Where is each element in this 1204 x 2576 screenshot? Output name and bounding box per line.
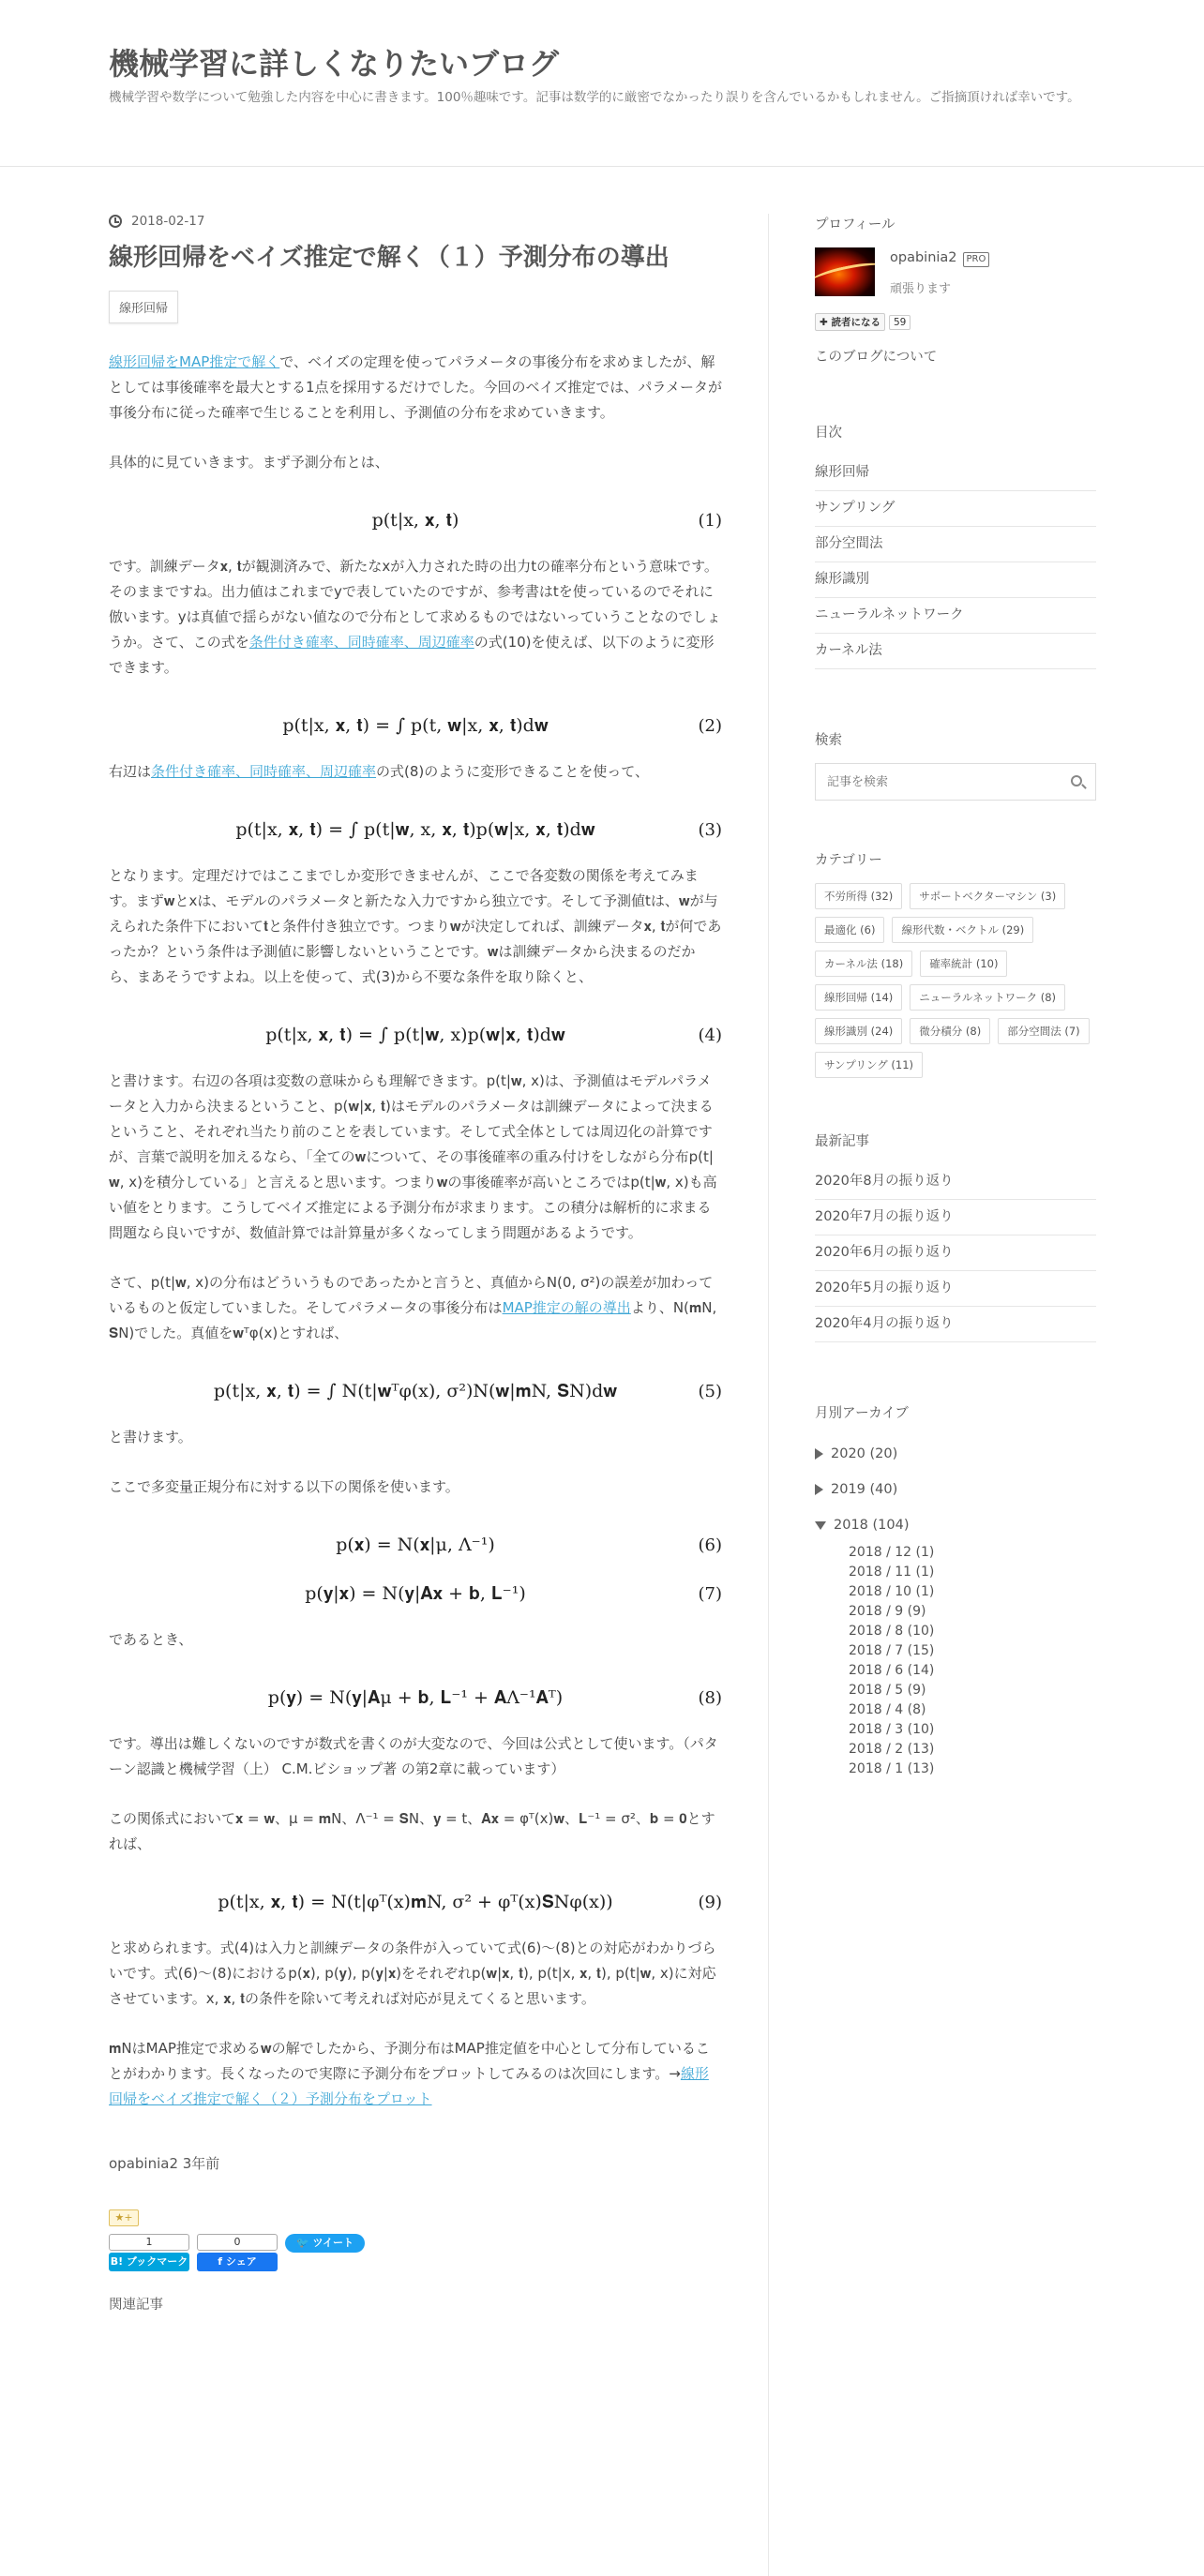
paragraph-text: です。訓練データ𝐱, 𝐭が観測済みで、新たなxが入力された時の出力tの確率分布という意味です。そのままですね。出力値はこれまでyで表していたのですが、参考書はtを使っているのでそれに倣います。yは真値で揺らがない値なので分布として求めるものではないっていうことなのでしょうか。さて、この式を [109, 558, 721, 651]
archive-month-link[interactable]: 2018 / 1 (13) [849, 1761, 935, 1776]
archive-year-label[interactable]: 2020 (20) [831, 1446, 898, 1461]
category-tag[interactable]: 線形回帰 (14) [815, 984, 902, 1011]
paragraph [109, 1425, 722, 1450]
equation [109, 1881, 722, 1923]
category-tag[interactable]: 最適化 (6) [815, 917, 884, 943]
toc-item[interactable]: サンプリング [815, 491, 1096, 527]
paragraph [109, 1936, 722, 2012]
paragraph [109, 1627, 722, 1653]
paragraph [109, 1806, 722, 1857]
profile-description: 頑張ります [890, 282, 952, 296]
category-tag[interactable]: 線形代数・ベクトル (29) [892, 917, 1033, 943]
equation-number: (9) [698, 1892, 722, 1912]
paragraph [109, 450, 722, 475]
archive-month-link[interactable]: 2018 / 2 (13) [849, 1742, 935, 1757]
equation-body: p(t|x, 𝐱, 𝐭) = ∫ p(t|𝐰, x, 𝐱, 𝐭)p(𝐰|x, 𝐱, 𝐭)d𝐰 [235, 818, 595, 840]
paragraph-text: の式(8)のように変形できることを使って、 [376, 763, 649, 780]
equation [109, 1014, 722, 1056]
paragraph-text: 𝐦NはMAP推定で求める𝐰の解でしたから、予測分布はMAP推定値を中心として分布していることがわかります。長くなったので実際に予測分布をプロットしてみるのは次回にします。→ [109, 2040, 710, 2082]
equation-number: (1) [698, 510, 722, 531]
twitter-bird-icon: 🐦 [296, 2237, 309, 2249]
recent-entry-link[interactable]: 2020年6月の振り返り [815, 1236, 1096, 1271]
category-tag[interactable]: ニューラルネットワーク (8) [910, 984, 1065, 1011]
paragraph [109, 2036, 722, 2112]
toc-item[interactable]: 線形回帰 [815, 456, 1096, 491]
toc-list [815, 456, 1096, 669]
equation-body: p(t|x, 𝐱, 𝐭) = ∫ N(t|𝐰ᵀφ(x), σ²)N(𝐰|𝐦N, 𝐒N)d𝐰 [213, 1380, 618, 1401]
search-box [815, 763, 1096, 801]
paragraph [109, 1475, 722, 1500]
add-star-button[interactable]: ★+ [109, 2209, 139, 2226]
paragraph-text: より、N(𝐦N, 𝐒N)でした。真値を𝐰ᵀφ(x)とすれば、 [109, 1299, 717, 1341]
about-link[interactable]: このブログについて [815, 350, 938, 365]
paragraph [109, 1731, 722, 1782]
paragraph-text: で、ベイズの定理を使ってパラメータの事後分布を求めましたが、解としては事後確率を最大とする1点を採用するだけでした。今回のベイズ推定では、パラメータが事後分布に従った確率で生じることを利用し、予測値の分布を求めていきます。 [109, 353, 722, 421]
inline-link[interactable]: MAP推定の解の導出 [502, 1299, 631, 1316]
equation [109, 705, 722, 746]
paragraph-text: と書けます。 [109, 1429, 192, 1445]
paragraph-text: さて、p(t|𝐰, x)の分布はどういうものであったかと言うと、真値からN(0, σ²)の誤差が加わっているものと仮定していました。そしてパラメータの事後分布は [109, 1274, 714, 1316]
share-buttons [109, 2234, 722, 2271]
caret-down-icon[interactable] [815, 1521, 826, 1530]
category-list [815, 883, 1096, 1078]
clock-icon [109, 215, 122, 228]
paragraph-text: の式(10)を使えば、以下のように変形できます。 [109, 634, 715, 676]
search-icon[interactable] [1071, 775, 1082, 786]
equation [109, 809, 722, 850]
recent-entry-link[interactable]: 2020年5月の振り返り [815, 1271, 1096, 1307]
category-tag[interactable]: 部分空間法 (7) [998, 1018, 1089, 1044]
paragraph-text: 右辺は [109, 763, 152, 780]
archive-month-link[interactable]: 2018 / 12 (1) [849, 1545, 935, 1560]
archive-year-label[interactable]: 2019 (40) [831, 1482, 898, 1497]
tweet-label: ツイート [312, 2237, 354, 2249]
archive-month-link[interactable]: 2018 / 11 (1) [849, 1565, 935, 1580]
category-tag[interactable]: サンプリング (11) [815, 1052, 923, 1078]
paragraph-text: と求められます。式(4)は入力と訓練データの条件が入っていて式(6)～(8)との対応がわかりづらいです。式(6)～(8)におけるp(𝐱), p(𝐲), p(𝐲|𝐱)をそれぞれp(𝐰|𝐱, 𝐭), p(t|x, 𝐱, 𝐭), p(t|𝐰, x)に対応させています。x, 𝐱, 𝐭の条件を除いて考えれば対応が見えてくると思います。 [109, 1939, 716, 2007]
equation [109, 1573, 722, 1614]
pro-badge[interactable]: PRO [963, 252, 990, 267]
equation-number: (7) [698, 1583, 722, 1604]
category-heading: カテゴリー [815, 853, 882, 868]
avatar[interactable] [815, 247, 875, 296]
equation-body: p(t|x, 𝐱, 𝐭) = ∫ p(t, 𝐰|x, 𝐱, 𝐭)d𝐰 [282, 714, 549, 736]
equation-body: p(𝐲) = N(𝐲|𝐀μ + 𝐛, 𝐋⁻¹ + 𝐀Λ⁻¹𝐀ᵀ) [267, 1686, 564, 1708]
hatena-bookmark-button[interactable]: B! ブックマーク [109, 2253, 189, 2271]
paragraph [109, 863, 722, 990]
recent-list [815, 1164, 1096, 1342]
category-tag[interactable]: 線形識別 (24) [815, 1018, 902, 1044]
archive-month-link[interactable]: 2018 / 10 (1) [849, 1584, 935, 1599]
equation-number: (8) [698, 1687, 722, 1708]
search-input[interactable] [825, 774, 1060, 790]
recent-heading: 最新記事 [815, 1134, 869, 1149]
entry-category-tag[interactable]: 線形回帰 [109, 291, 178, 323]
recent-entry-link[interactable]: 2020年4月の振り返り [815, 1307, 1096, 1342]
search-heading: 検索 [815, 733, 842, 748]
entry-date [109, 212, 722, 231]
hatena-count[interactable]: 1 [109, 2234, 189, 2251]
column-divider [768, 214, 769, 2576]
related-heading: 関連記事 [109, 2298, 163, 2313]
paragraph [109, 1069, 722, 1246]
equation [109, 1524, 722, 1565]
paragraph-text: この関係式において𝐱 = 𝐰、μ = 𝐦N、Λ⁻¹ = 𝐒N、𝐲 = t、𝐀𝐱 = φᵀ(x)𝐰、𝐋⁻¹ = σ²、𝐛 = 𝟎とすれば、 [109, 1810, 715, 1852]
recent-entry-link[interactable]: 2020年7月の振り返り [815, 1200, 1096, 1236]
equation-body: p(t|x, 𝐱, 𝐭) = ∫ p(t|𝐰, x)p(𝐰|𝐱, 𝐭)d𝐰 [265, 1024, 565, 1045]
archive-heading: 月別アーカイブ [815, 1406, 909, 1421]
blog-title[interactable]: 機械学習に詳しくなりたいブログ [109, 46, 560, 82]
equation-number: (4) [698, 1025, 722, 1045]
paragraph-text: ここで多変量正規分布に対する以下の関係を使います。 [109, 1478, 459, 1495]
author-line[interactable]: opabinia2 3年前 [109, 2155, 220, 2172]
category-tag[interactable]: 確率統計 (10) [920, 951, 1007, 977]
entry-content [109, 350, 722, 2112]
entry-title[interactable]: 線形回帰をベイズ推定で解く（１）予測分布の導出 [109, 244, 670, 272]
equation-number: (3) [698, 819, 722, 840]
archive-year[interactable] [815, 1436, 1096, 1472]
paragraph-text: です。導出は難しくないのですが数式を書くのが大変なので、今回は公式として使います。（パターン認識と機械学習（上） C.M.ビショップ著 の第2章に載っています） [109, 1735, 718, 1777]
equation [109, 1677, 722, 1718]
equation-number: (2) [698, 715, 722, 736]
subscriber-count[interactable]: 59 [889, 315, 911, 330]
archive-month-link[interactable]: 2018 / 6 (14) [849, 1663, 935, 1678]
paragraph-text: であるとき、 [109, 1631, 193, 1648]
paragraph [109, 759, 722, 785]
profile-name[interactable]: opabinia2 [890, 250, 957, 265]
sidebar [815, 167, 1096, 1779]
profile-heading: プロフィール [815, 217, 895, 232]
equation-body: p(t|x, 𝐱, 𝐭) [371, 509, 459, 531]
profile-module [815, 247, 1096, 296]
toc-item[interactable]: 線形識別 [815, 562, 1096, 598]
category-tag[interactable]: サポートベクターマシン (3) [910, 883, 1065, 909]
equation-body: p(𝐱) = N(𝐱|μ, Λ⁻¹) [336, 1534, 495, 1555]
archive-month-link[interactable]: 2018 / 5 (9) [849, 1683, 926, 1698]
archive-list [815, 1436, 1096, 1779]
article [109, 167, 722, 2314]
caret-right-icon[interactable] [815, 1484, 823, 1495]
caret-right-icon[interactable] [815, 1448, 823, 1460]
blog-description: 機械学習や数学について勉強した内容を中心に書きます。100％趣味です。記事は数学的に厳密でなかったり誤りを含んでいるかもしれません。ご指摘頂ければ幸いです。 [109, 90, 1080, 105]
archive-month-link[interactable]: 2018 / 7 (15) [849, 1643, 935, 1658]
inline-link[interactable]: 条件付き確率、同時確率、周辺確率 [151, 763, 377, 780]
facebook-share-button[interactable]: f シェア [197, 2253, 278, 2271]
tweet-button[interactable] [285, 2234, 365, 2253]
toc-heading: 目次 [815, 426, 842, 441]
inline-link[interactable]: 線形回帰をベイズ推定で解く（２）予測分布をプロット [109, 2065, 709, 2107]
toc-item[interactable]: 部分空間法 [815, 527, 1096, 562]
equation-body: p(𝐲|𝐱) = N(𝐲|𝐀𝐱 + 𝐛, 𝐋⁻¹) [305, 1582, 526, 1604]
inline-link[interactable]: 条件付き確率、同時確率、周辺確率 [248, 634, 474, 651]
paragraph-text: 具体的に見ていきます。まず予測分布とは、 [109, 454, 389, 471]
archive-year[interactable] [815, 1507, 1096, 1543]
recent-entry-link[interactable]: 2020年8月の振り返り [815, 1164, 1096, 1200]
category-tag[interactable]: 不労所得 (32) [815, 883, 902, 909]
toc-item[interactable]: ニューラルネットワーク [815, 598, 1096, 634]
toc-item[interactable]: カーネル法 [815, 634, 1096, 669]
paragraph [109, 554, 722, 681]
subscribe-button[interactable]: ✚ 読者になる [815, 313, 885, 331]
inline-link[interactable]: 線形回帰をMAP推定で解く [109, 353, 280, 370]
archive-month-link[interactable]: 2018 / 4 (8) [849, 1702, 926, 1717]
category-tag[interactable]: カーネル法 (18) [815, 951, 912, 977]
equation [109, 1370, 722, 1412]
paragraph-text: と書けます。右辺の各項は変数の意味からも理解できます。p(t|𝐰, x)は、予測値はモデルパラメータと入力から決まるということ、p(𝐰|𝐱, 𝐭)はモデルのパラメータは訓練データによって決まるということ、それぞれ当たり前のことを表しています。そして式全体としては周辺化の計算ですが、言葉で説明を加えるなら、「全ての𝐰について、その事後確率の重み付けをしながら分布p(t|𝐰, x)を積分している」と言えると思います。つまり𝐰の事後確率が高いところではp(t|𝐰, x)も高い値をとります。こうしてベイズ推定による予測分布が求まります。この積分は解析的に求まる問題なら良いですが、数値計算では計算量が多くなってしまう問題があるようです。 [109, 1072, 717, 1241]
archive-year[interactable] [815, 1472, 1096, 1507]
paragraph [109, 350, 722, 426]
category-tag[interactable]: 微分積分 (8) [910, 1018, 990, 1044]
equation [109, 500, 722, 541]
entry-date-text[interactable]: 2018-02-17 [131, 214, 205, 229]
archive-month-link[interactable]: 2018 / 3 (10) [849, 1722, 935, 1737]
paragraph-text: となります。定理だけではここまでしか変形できませんが、ここで各変数の関係を考えてみます。まず𝐰とxは、モデルのパラメータと新たな入力ですから独立です。そして予測値tは、𝐰が与えられた条件下において𝐭と条件付き独立です。つまり𝐰が決定してれば、訓練データ𝐱, 𝐭が何であったか？という条件は予測値に影響しないということです。𝐰は訓練データから決まるのだから、まあそうですよね。以上を使って、式(3)から不要な条件を取り除くと、 [109, 867, 722, 985]
equation-number: (5) [698, 1381, 722, 1401]
archive-month-link[interactable]: 2018 / 9 (9) [849, 1604, 926, 1619]
blog-header [0, 0, 1204, 167]
paragraph [109, 1270, 722, 1346]
archive-month-link[interactable]: 2018 / 8 (10) [849, 1624, 935, 1639]
archive-year-label[interactable]: 2018 (104) [834, 1518, 910, 1533]
facebook-count[interactable]: 0 [197, 2234, 278, 2251]
equation-body: p(t|x, 𝐱, 𝐭) = N(t|φᵀ(x)𝐦N, σ² + φᵀ(x)𝐒Nφ(x)) [218, 1891, 613, 1912]
equation-number: (6) [698, 1535, 722, 1555]
